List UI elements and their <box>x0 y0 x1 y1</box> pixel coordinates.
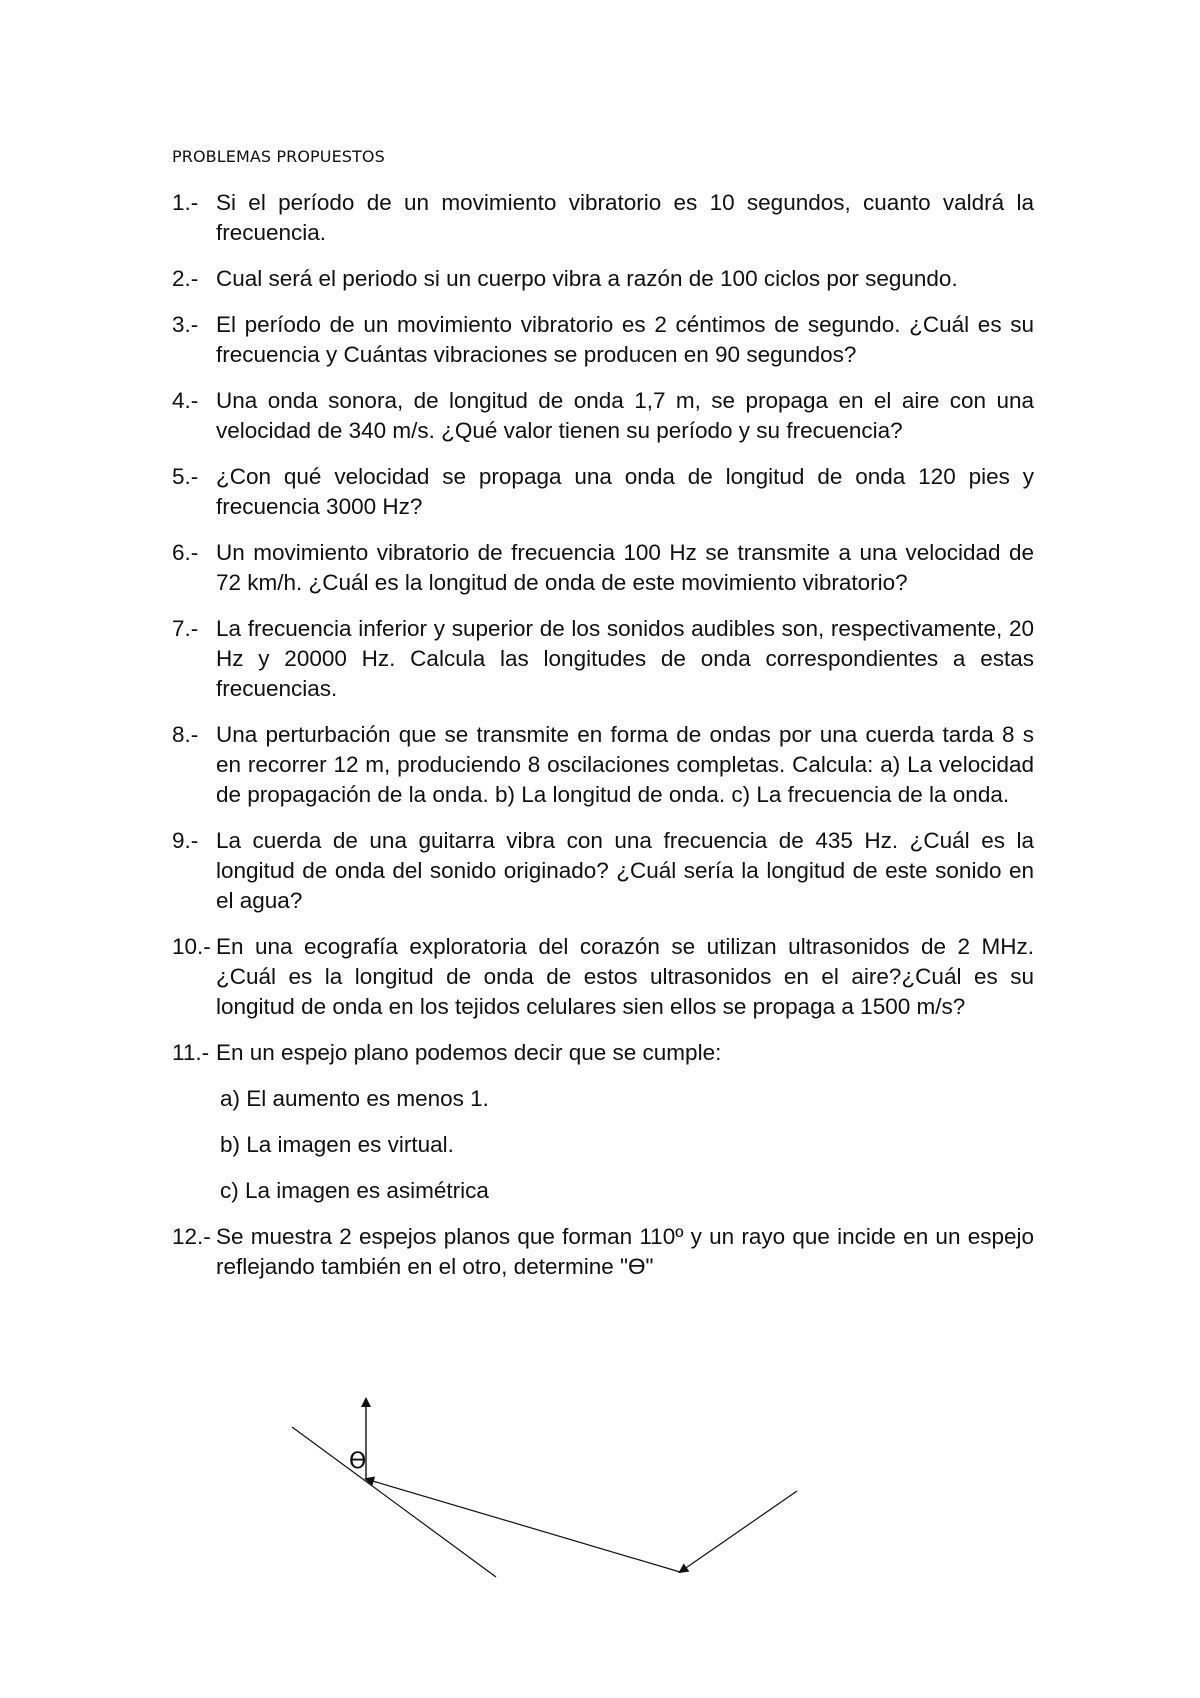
problem-number: 2.- <box>172 266 199 291</box>
problem-text: ¿Con qué velocidad se propaga una onda de longitud de onda 120 pies y frecuencia 3000 Hz? <box>216 464 1034 519</box>
problem-number: 3.- <box>172 312 199 337</box>
problem-text: Cual será el periodo si un cuerpo vibra a razón de 100 ciclos por segundo. <box>216 266 958 291</box>
problem-text: La frecuencia inferior y superior de los sonidos audibles son, respectivamente, 20 Hz y 20000 Hz. Calcula las longitudes de onda correspondientes a estas frecuencias. <box>216 616 1034 701</box>
problem-number: 1.- <box>172 190 199 215</box>
problem-number: 4.- <box>172 388 199 413</box>
problem-text: Se muestra 2 espejos planos que forman 110º y un rayo que incide en un espejo reflejando también en el otro, determine "ϴ" <box>216 1224 1034 1279</box>
option-c: c) La imagen es asimétrica <box>220 1178 489 1203</box>
problem-text: Una perturbación que se transmite en forma de ondas por una cuerda tarda 8 s en recorrer 12 m, produciendo 8 oscilaciones completas. Calcula: a) La velocidad de propagación de la onda. b) La longitud de onda. c) La frecuencia de la onda. <box>216 722 1034 807</box>
problem-text: Si el período de un movimiento vibratorio es 10 segundos, cuanto valdrá la frecuencia. <box>216 190 1034 245</box>
problem-text: Un movimiento vibratorio de frecuencia 100 Hz se transmite a una velocidad de 72 km/h. ¿Cuál es la longitud de onda de este movimiento vibratorio? <box>216 540 1034 595</box>
problem-text: En una ecografía exploratoria del corazón se utilizan ultrasonidos de 2 MHz. ¿Cuál es la longitud de onda de estos ultrasonidos en el aire?¿Cuál es su longitud de onda en los tejidos celulares sien ellos se propaga a 1500 m/s? <box>216 934 1034 1019</box>
incident-ray <box>680 1491 797 1572</box>
option-a: a) El aumento es menos 1. <box>220 1086 489 1111</box>
page-heading: PROBLEMAS PROPUESTOS <box>172 147 385 166</box>
problem-number: 9.- <box>172 828 199 853</box>
reflected-ray-1 <box>366 1479 680 1572</box>
problem-text: En un espejo plano podemos decir que se cumple: <box>216 1040 722 1065</box>
problem-number: 10.- <box>172 934 211 959</box>
problem-number: 7.- <box>172 616 199 641</box>
problem-number: 6.- <box>172 540 199 565</box>
problem-number: 5.- <box>172 464 199 489</box>
problem-number: 12.- <box>172 1224 211 1249</box>
problem-number: 8.- <box>172 722 199 747</box>
problem-text: El período de un movimiento vibratorio es 2 céntimos de segundo. ¿Cuál es su frecuencia y Cuántas vibraciones se producen en 90 segundos? <box>216 312 1034 367</box>
theta-label: ϴ <box>349 1449 367 1474</box>
problem-text: Una onda sonora, de longitud de onda 1,7 m, se propaga en el aire con una velocidad de 340 m/s. ¿Qué valor tienen su período y su frecuencia? <box>216 388 1034 443</box>
problem-number: 11.- <box>172 1040 210 1065</box>
option-b: b) La imagen es virtual. <box>220 1132 454 1157</box>
problem-text: La cuerda de una guitarra vibra con una frecuencia de 435 Hz. ¿Cuál es la longitud de onda del sonido originado? ¿Cuál sería la longitud de este sonido en el agua? <box>216 828 1034 913</box>
mirror-line-1 <box>292 1427 496 1577</box>
